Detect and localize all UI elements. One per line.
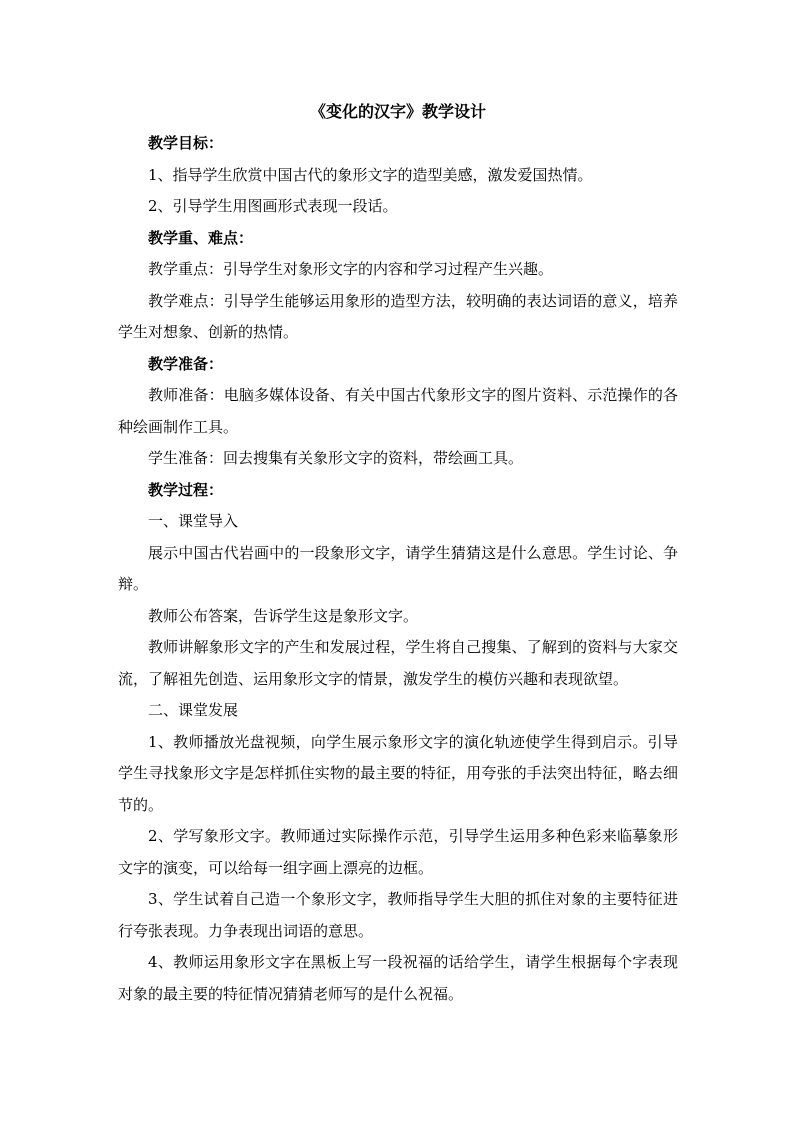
section-heading: 教学准备： — [148, 354, 224, 373]
paragraph: 教师讲解象形文字的产生和发展过程，学生将自己搜集、了解到的资料与大家交流，了解祖先创造、运用象形文字的情景，激发学生的模仿兴趣和表现欲望。 — [118, 638, 678, 688]
document-title: 《变化的汉字》教学设计 — [309, 102, 486, 121]
paragraph: 二、课堂发展 — [148, 701, 239, 719]
paragraph: 教师公布答案，告诉学生这是象形文字。 — [148, 606, 419, 625]
paragraph: 1、教师播放光盘视频，向学生展示象形文字的演化轨迹使学生得到启示。引导学生寻找象形文字是怎样抓住实物的最主要的特征，用夸张的手法突出特征，略去细节的。 — [118, 732, 678, 814]
paragraph: 一、课堂导入 — [148, 512, 239, 530]
paragraph: 展示中国古代岩画中的一段象形文字，请学生猜猜这是什么意思。学生讨论、争辩。 — [118, 543, 678, 593]
paragraph: 2、引导学生用图画形式表现一段话。 — [148, 197, 398, 215]
paragraph: 4、教师运用象形文字在黑板上写一段祝福的话给学生，请学生根据每个字表现对象的最主要的特征情况猜猜老师写的是什么祝福。 — [118, 953, 678, 1003]
paragraph: 教师准备：电脑多媒体设备、有关中国古代象形文字的图片资料、示范操作的各种绘画制作工具。 — [118, 386, 678, 436]
paragraph: 1、指导学生欣赏中国古代的象形文字的造型美感，激发爱国热情。 — [148, 165, 593, 184]
paragraph: 学生准备：回去搜集有关象形文字的资料，带绘画工具。 — [148, 449, 524, 467]
paragraph: 2、学写象形文字。教师通过实际操作示范，引导学生运用多种色彩来临摹象形文字的演变，可以给每一组字画上漂亮的边框。 — [118, 827, 678, 877]
paragraph: 教学重点：引导学生对象形文字的内容和学习过程产生兴趣。 — [148, 260, 554, 278]
paragraph: 教学难点：引导学生能够运用象形的造型方法，较明确的表达词语的意义，培养学生对想象、创新的热情。 — [118, 291, 678, 341]
section-heading: 教学过程： — [148, 480, 224, 499]
paragraph: 3、学生试着自己造一个象形文字，教师指导学生大胆的抓住对象的主要特征进行夸张表现。力争表现出词语的意思。 — [118, 890, 678, 940]
document-body — [118, 128, 678, 1010]
section-heading: 教学重、难点： — [148, 228, 254, 247]
document-page — [118, 96, 678, 1010]
section-heading: 教学目标： — [148, 134, 224, 152]
